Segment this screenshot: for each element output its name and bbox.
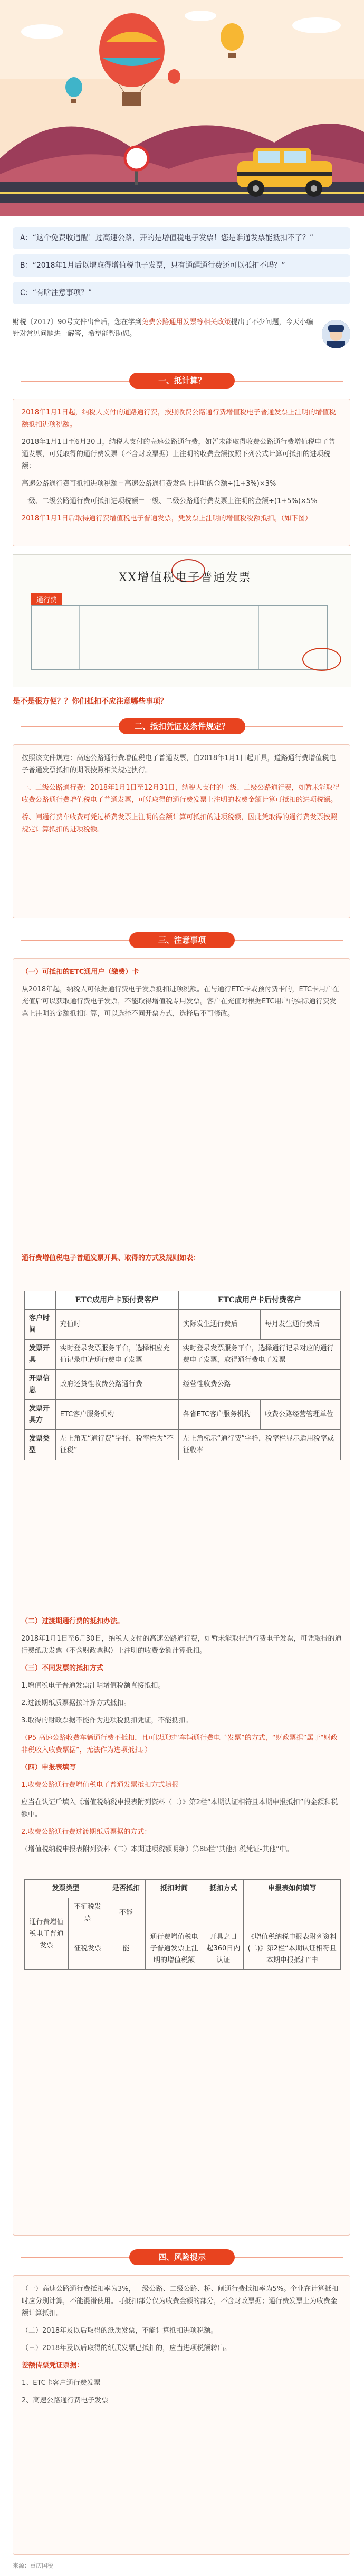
s3-note: （P5 高速公路收费车辆通行费不抵扣，且可以通过“车辆通行费电子发票”的方式，“财政票据”属于“财政非税收入收费票据”，无法作为进项抵扣。） [21,1734,338,1754]
section-header-4 [0,2246,364,2269]
section-4-content [13,2275,350,2555]
section-3-continued [21,1615,343,1861]
qa-item-b: B：“2018年1月后以增取得增值税电子发票，只有通醒通行费还可以抵扣不吗？” [13,254,350,277]
s3-heading-6: 1.收费公路通行费增值税电子普通发票抵扣方式填报 [21,1781,179,1789]
s3-heading-7: 2.收费公路通行费过渡期纸质票据的方式： [21,1828,151,1836]
s2-paragraph-2: 一、二级公路通行费：2018年1月1日至12月31日，纳税人支付的一级、二级公路通行费，如暂未能取得收费公路通行费增值税电子普通发票，可凭取得的通行费发票上注明的收费金额计算可抵扣的进项税额。 [22,784,340,804]
s4-list-2: 2、高速公路通行费电子发票 [22,2397,109,2404]
invoice-badge: 通行费 [31,593,62,606]
s1-paragraph-3: 2018年1月1日后取得通行费增值税电子普通发票，凭发票上注明的增值税税额抵扣。（如下图） [22,515,312,523]
intro-text: 财税〔2017〕90号文件出台后，您在学到免费公路通用发票等相关政策提出了不少问题，今天小编针对常见问题进一解答，希望能帮助您。 [13,318,313,338]
s1-formula-2: 一级、二级公路通行费可抵扣进项税额＝一级、二级公路通行费发票上注明的金额÷(1+5%)×5% [22,497,318,505]
section-title-1: 一、抵计算？ [129,373,235,389]
s4-paragraph-2: （二）2018年及以后取得的纸质发票，不能计算抵扣进项税额。 [22,2327,218,2335]
s3-list-3: 3.取得的财政票据不能作为进项税抵扣凭证，不能抵扣。 [21,1717,193,1725]
section-1-content [13,399,350,546]
follow-up-question: 是不是很方便？？你们抵扣不应注意哪些事项？ [13,697,168,706]
qa-list [13,227,350,309]
table-row: 发票开具 实时登录发票服务平台，选择相应充值记录申请通行费电子发票 实时登录发票服务平台，选择通行记录对应的通行费电子发票，取得通行费电子发票 [25,1340,341,1370]
invoice-title: XX增值税电子普通发票 [119,571,252,584]
s3-heading-3: （二）过渡期通行费的抵扣办法。 [21,1617,124,1625]
table-row: 发票类型 左上角无“通行费”字样，税率栏为“不征税” 左上角标示“通行费”字样，税率栏显示适用税率或征收率 [25,1430,341,1460]
qa-item-a: A：“这个免费收通醒！过高速公路，开的是增值税电子发票！您是谁通发票能抵扣不了？” [13,227,350,249]
s3-list-2: 2.过渡期纸质票据按计算方式抵扣。 [21,1699,131,1707]
section-header-2 [0,715,364,738]
section-title-2: 二、抵扣凭证及条件规定？ [119,718,245,734]
s1-formula-1: 高速公路通行费可抵扣进项税额＝高速公路通行费发票上注明的金额÷(1+3%)×3% [22,480,276,488]
s3-heading-2: 通行费增值税电子普通发票开具、取得的方式及规则如表： [22,1254,200,1262]
hero-illustration [0,0,364,216]
sample-invoice-image [13,554,351,687]
table-row: 征税发票 能 通行费增值税电子普通发票上注明的增值税额 开具之日起360日内认证 《增值税纳税申报表附列资料(二)》第2栏“本期认证相符且本期申报抵扣”中 [25,1928,341,1970]
hero-balloons-car-image [0,0,364,216]
table-header-row: 发票类型 是否抵扣 抵扣时间 抵扣方式 申报表如何填写 [25,1880,341,1898]
highlight-circle [302,648,341,671]
s3-paragraph-7: （增值税纳税申报表附列资料（二）本期进项税额明细）第8b栏“其他扣税凭证-其他”中。 [21,1845,293,1853]
table-row: 通行费增值税电子普通发票 不征税发票 不能 [25,1898,341,1928]
s3-heading-4: （三）不同发票的抵扣方式 [21,1664,104,1672]
s3-paragraph-1: 从2018年起，纳税人可依据通行费电子发票抵扣进项税额。在与通行ETC卡或预付费卡的，ETC卡用户在充值后可以获取通行费电子发票，不能取得增值税专用发票。客户在充值时根据ETC用户的实际通行费发票上注明的金额抵扣计算，可以选择不同开票方式，选择后不可修改。 [22,986,340,1018]
section-title-3: 三、注意事项 [129,932,235,948]
s4-heading: 差额传票凭证票据： [22,2362,84,2370]
s3-paragraph-6: 应当在认证后填入《增值税纳税申报表附列资料（二）》第2栏“本期认证相符且本期申报抵扣”的金额和税额中。 [21,1798,338,1819]
s2-paragraph-3: 桥、闸通行费车收费可凭过桥费发票上注明的金额计算可抵扣的进项税额，因此凭取得的通行费发票按照规定计算抵扣的进项税额。 [22,813,338,834]
table-row: 开票信息 政府还贷性收费公路通行费 经营性收费公路 [25,1370,341,1400]
s3-heading-1: （一）可抵扣的ETC通用户（缴费）卡 [22,968,139,976]
s1-paragraph-1: 2018年1月1日起，纳税人支付的道路通行费，按照收费公路通行费增值税电子普通发票上注明的增值税额抵扣进项税额。 [22,409,336,429]
police-avatar-icon [322,320,350,348]
table-header-row: ETC成用户卡预付费客户 ETC成用户卡后付费客户 [25,1291,341,1310]
qa-item-c: C：“有啥注意事项？” [13,282,350,304]
s3-list-1: 1.增值税电子普通发票注明增值税额直接抵扣。 [21,1682,165,1690]
s4-list-1: 1、ETC卡客户通行费发票 [22,2379,101,2387]
deduction-method-table [24,1879,341,1970]
etc-invoice-table [24,1291,341,1460]
invoice-grid [31,605,328,670]
intro-block [13,317,350,359]
s2-paragraph-1: 按照该文件规定：高速公路通行费增值税电子普通发票，自2018年1月1日起开具，道路通行费增值税电子普通发票抵扣的期限按照相关规定执行。 [22,754,336,774]
s4-paragraph-1: （一）高速公路通行费抵扣率为3%，一级公路、二级公路、桥、闸通行费抵扣率为5%。企业在计算抵扣时应分别计算，不能混淆使用。可抵扣部分仅为收费金额的部分，不含财政票据；通行费发票上为收费金额计算抵扣。 [22,2285,339,2317]
s1-paragraph-2: 2018年1月1日至6月30日，纳税人支付的高速公路通行费，如暂未能取得收费公路通行费增值税电子普通发票，可凭取得的通行费发票（不含财政票据）上注明的收费金额按照下列公式计算可抵扣的进项税额： [22,438,336,470]
section-header-1 [0,370,364,393]
table-row: 发票开具方 ETC客户服务机构 各省ETC客户服务机构 收费公路经营管理单位 [25,1400,341,1430]
section-title-4: 四、风险提示 [129,2249,235,2265]
section-header-3 [0,929,364,952]
source-credit: 来源：重庆国税 [13,2562,53,2569]
table-row: 客户时间 充值时 实际发生通行费后 每月发生通行费后 [25,1310,341,1340]
s3-heading-5: （四）申报表填写 [21,1764,76,1772]
s4-paragraph-3: （三）2018年及以后取得的纸质发票已抵扣的，应当进项税额转出。 [22,2344,232,2352]
section-3-content [13,958,350,2236]
section-2-content [13,744,350,918]
s3-paragraph-3: 2018年1月1日至6月30日，纳税人支付的高速公路通行费，如暂未能取得通行费电子发票，可凭取得的通行费纸质发票（不含财政票据）上注明的收费金额计算抵扣。 [21,1635,342,1655]
policy-link[interactable]: 免费公路通用发票等相关政策 [141,318,231,326]
